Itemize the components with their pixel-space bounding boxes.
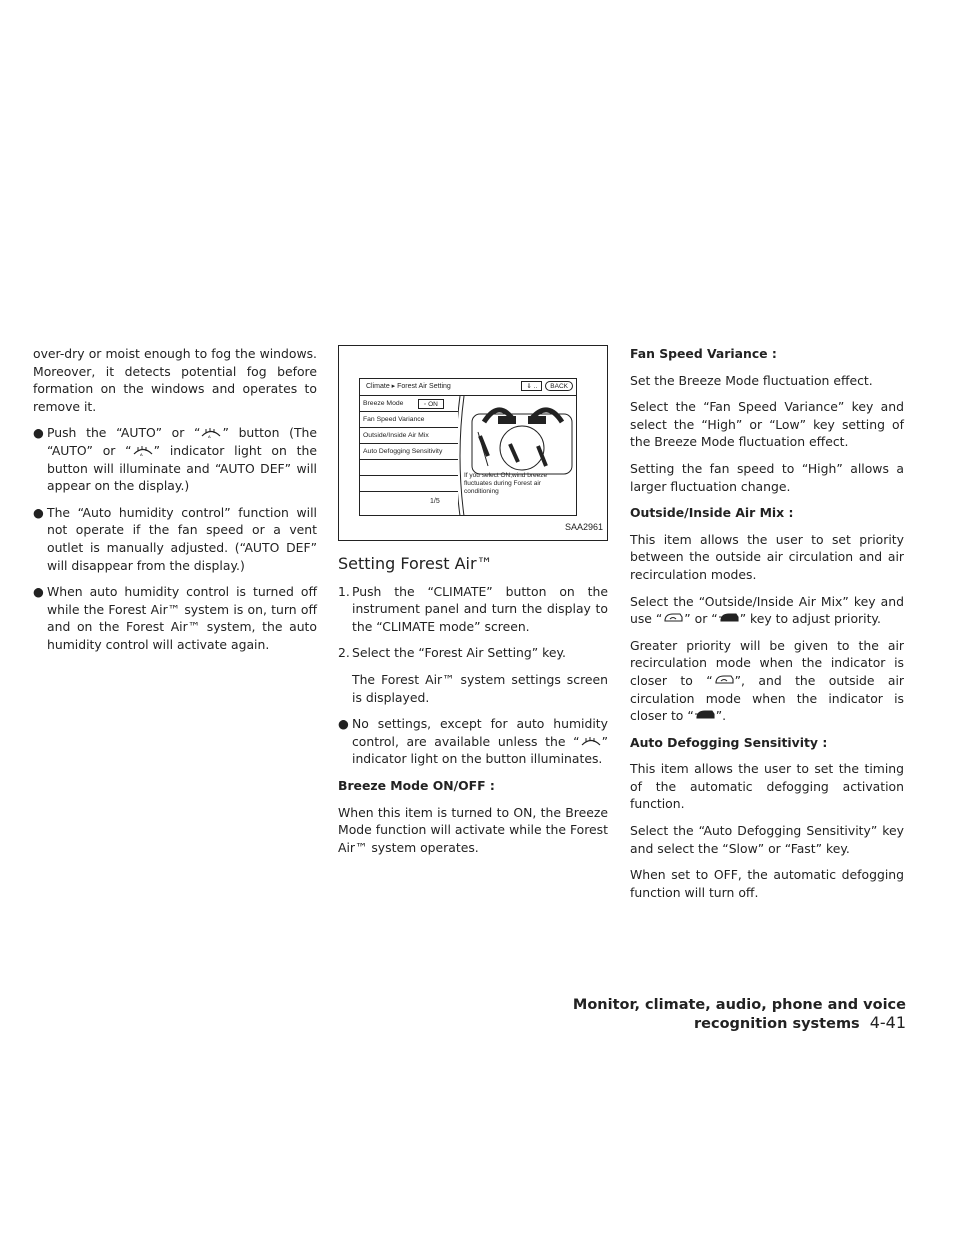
bullet-text: ” indicator light on the button illuminates. bbox=[352, 733, 608, 767]
recirculation-icon bbox=[713, 673, 735, 687]
svg-text:A: A bbox=[208, 434, 212, 440]
air-mix-p1: This item allows the user to set priority between the outside air circulation and air recirculation modes. bbox=[630, 531, 904, 582]
breeze-airflow-illustration bbox=[458, 396, 578, 516]
defog-heading: Auto Defogging Sensitivity : bbox=[630, 734, 828, 750]
breeze-mode-heading: Breeze Mode ON/OFF : bbox=[338, 777, 495, 793]
setting-label: Breeze Mode bbox=[363, 400, 404, 407]
bullet-text: No settings, except for auto humidity control, are available unless the “ bbox=[352, 716, 608, 749]
setting-label: Fan Speed Variance bbox=[363, 416, 425, 423]
bullet-icon: ● bbox=[33, 425, 44, 441]
bullet-manual-adjust bbox=[33, 504, 317, 574]
bullet-icon: ● bbox=[33, 584, 44, 600]
fan-speed-heading: Fan Speed Variance : bbox=[630, 346, 777, 361]
setting-item-air-mix bbox=[360, 428, 458, 444]
step-number: 1. bbox=[338, 583, 350, 599]
text-run: ” or “ bbox=[684, 611, 718, 627]
step-text: Push the “CLIMATE” button on the instrument panel and turn the display to the “CLIMATE mode” screen. bbox=[352, 583, 608, 634]
air-mix-p3 bbox=[630, 637, 904, 725]
bullet-text: When auto humidity control is turned off while the Forest Air™ system is on, turn off and on the Forest Air™ system, the auto humidity control will activate again. bbox=[47, 584, 317, 652]
figure-code: SAA2961 bbox=[564, 522, 603, 533]
scroll-up-icon: ⇓ .. bbox=[521, 381, 542, 391]
forest-air-icon bbox=[580, 734, 602, 748]
text-run: ”. bbox=[715, 708, 727, 724]
settings-list bbox=[360, 396, 458, 492]
fan-speed-p1: Set the Breeze Mode fluctuation effect. bbox=[630, 372, 873, 388]
step-text: Select the “Forest Air Setting” key. bbox=[352, 645, 566, 661]
screen-title: Climate ▸ Forest Air Setting bbox=[366, 383, 451, 390]
fan-speed-p2: Select the “Fan Speed Variance” key and select the “High” or “Low” key setting of the Breeze Mode fluctuation effect. bbox=[630, 399, 904, 450]
setting-label: Auto Defogging Sensitivity bbox=[363, 448, 443, 455]
screen-controls bbox=[521, 381, 573, 391]
defog-p3: When set to OFF, the automatic defogging function will turn off. bbox=[630, 867, 904, 900]
screen-header bbox=[360, 379, 576, 396]
outside-air-icon bbox=[718, 611, 740, 625]
page-footer bbox=[476, 997, 906, 1032]
setting-item-fan-speed bbox=[360, 412, 458, 428]
text-run: Greater priority will be given to the air recirculation mode when the indicator is closer to “ bbox=[630, 637, 904, 688]
intro-paragraph: over-dry or moist enough to fog the windows. Moreover, it detects potential fog before formation on the windows and operates to remove it. bbox=[33, 346, 317, 414]
outside-air-icon bbox=[694, 708, 716, 722]
step-2 bbox=[338, 644, 608, 662]
fan-speed-p3: Setting the fan speed to “High” allows a larger fluctuation change. bbox=[630, 460, 904, 494]
back-button: BACK bbox=[545, 381, 573, 391]
column-right bbox=[630, 345, 904, 910]
setting-label: Outside/Inside Air Mix bbox=[363, 432, 429, 439]
defog-auto-icon bbox=[132, 443, 154, 457]
page-number: 4-41 bbox=[869, 1013, 906, 1032]
setting-item-breeze-mode bbox=[360, 396, 458, 412]
bullet-icon: ● bbox=[33, 504, 44, 520]
column-left bbox=[33, 345, 317, 663]
on-label: ON bbox=[428, 401, 438, 408]
step-1 bbox=[338, 583, 608, 636]
defog-p1: This item allows the user to set the timing of the automatic defogging activation function. bbox=[630, 761, 904, 812]
climate-screen bbox=[359, 378, 577, 516]
text-run: ”, and the outside air circulation mode when the indicator is closer to “ bbox=[630, 672, 904, 724]
bullet-text: Push the “AUTO” or “ bbox=[47, 425, 201, 441]
breeze-mode-text: When this item is turned to ON, the Breeze Mode function will activate while the Forest Air™ system operates. bbox=[338, 804, 608, 855]
setting-item-empty bbox=[360, 460, 458, 476]
text-run: Select the “Outside/Inside Air Mix” key and use “ bbox=[630, 593, 904, 627]
forest-air-screen-figure bbox=[338, 345, 608, 541]
setting-item-defog bbox=[360, 444, 458, 460]
step-number: 2. bbox=[338, 645, 350, 661]
on-toggle: ◦ ON bbox=[418, 399, 444, 409]
setting-item-empty bbox=[360, 476, 458, 492]
air-mix-heading: Outside/Inside Air Mix : bbox=[630, 505, 794, 521]
defog-auto-icon bbox=[200, 425, 222, 439]
recirculation-icon bbox=[662, 611, 684, 625]
bullet-text: The “Auto humidity control” function will not operate if the fan speed or a vent outlet is manually adjusted. (“AUTO DEF” will disappear from the display.) bbox=[47, 504, 317, 573]
bullet-settings-availability bbox=[338, 715, 608, 768]
bullet-text: ” indicator light on the button will illuminate and “AUTO DEF” will appear on the display.) bbox=[47, 442, 317, 494]
svg-text:A: A bbox=[139, 451, 143, 457]
page-indicator: 1/5 bbox=[430, 498, 440, 506]
defog-p2: Select the “Auto Defogging Sensitivity” key and select the “Slow” or “Fast” key. bbox=[630, 823, 904, 856]
section-heading: Setting Forest Air™ bbox=[338, 554, 493, 573]
text-run: ” key to adjust priority. bbox=[739, 611, 881, 627]
air-mix-p2 bbox=[630, 593, 904, 628]
bullet-icon: ● bbox=[338, 716, 349, 732]
bullet-auto-button bbox=[33, 424, 317, 494]
bullet-reactivate bbox=[33, 583, 317, 653]
column-middle bbox=[338, 345, 608, 865]
step-2-note: The Forest Air™ system settings screen is displayed. bbox=[352, 671, 608, 705]
footer-section-title: Monitor, climate, audio, phone and voice recognition systems bbox=[572, 997, 906, 1032]
breeze-note: If you select ON,wind breeze fluctuates during Forest air conditioning bbox=[464, 472, 548, 495]
bullet-text: ” button (The “AUTO” or “ bbox=[47, 425, 317, 458]
